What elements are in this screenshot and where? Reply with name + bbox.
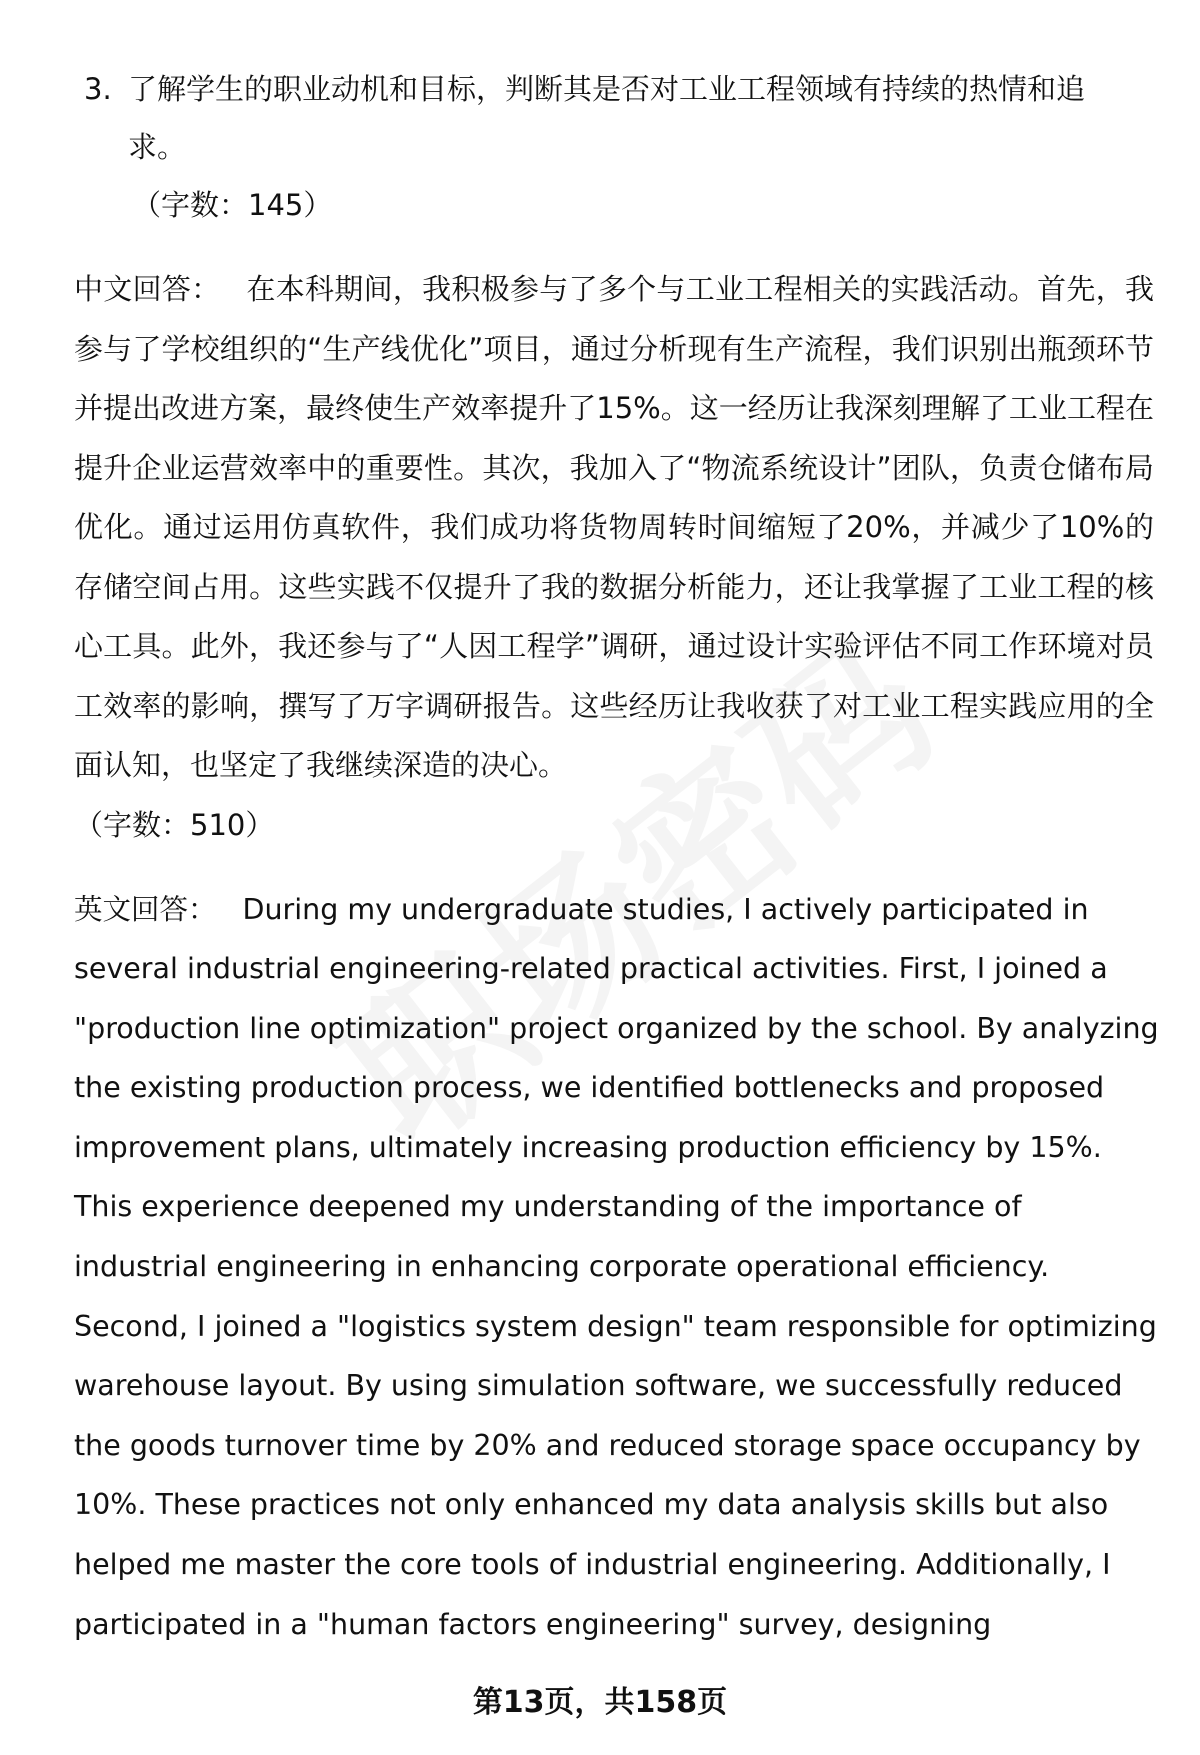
english-answer-label: 英文回答： [74,892,217,926]
chinese-answer-text: 在本科期间，我积极参与了多个与工业工程相关的实践活动。首先，我参与了学校组织的“生产线优化”项目，通过分析现有生产流程，我们识别出瓶颈环节并提出改进方案，最终使生产效率提升了15%。这一经历让我深刻理解了工业工程在提升企业运营效率中的重要性。其次，我加入了“物流系统设计”团队，负责仓储布局优化。通过运用仿真软件，我们成功将货物周转时间缩短了20%，并减少了10%的存储空间占用。这些实践不仅提升了我的数据分析能力，还让我掌握了工业工程的核心工具。此外，我还参与了“人因工程学”调研，通过设计实验评估不同工作环境对员工效率的影响，撰写了万字调研报告。这些经历让我收获了对工业工程实践应用的全面认知，也坚定了我继续深造的决心。 [74,272,1154,782]
chinese-answer [74,260,1154,796]
english-answer-text: During my undergraduate studies, I actively participated in several industrial engineering-related practical activities. First, I joined a "production line optimization" project organized by the school. By analyzing the existing production process, we identified bottlenecks and proposed improvement plans, ultimately increasing production efficiency by 15%. This experience deepened my understanding of the importance of industrial engineering in enhancing corporate operational efficiency. Second, I joined a "logistics system design" team responsible for optimizing warehouse layout. By using simulation software, we successfully reduced the goods turnover time by 20% and reduced storage space occupancy by 10%. These practices not only enhanced my data analysis skills but also helped me master the core tools of industrial engineering. Additionally, I participated in a "human factors engineering" survey, designing [74,892,1159,1641]
page-number-footer: 第13页，共158页 [472,1685,728,1720]
english-answer [74,880,1159,1655]
chinese-answer-word-count: （字数：510） [74,807,275,842]
page-content [74,60,1159,1654]
chinese-answer-label: 中文回答： [74,272,221,306]
question-number: 3. [84,72,112,106]
question-item [74,60,1154,176]
question-text: 了解学生的职业动机和目标，判断其是否对工业工程领域有持续的热情和追求。 [128,72,1086,164]
question-word-count: （字数：145） [132,188,333,222]
